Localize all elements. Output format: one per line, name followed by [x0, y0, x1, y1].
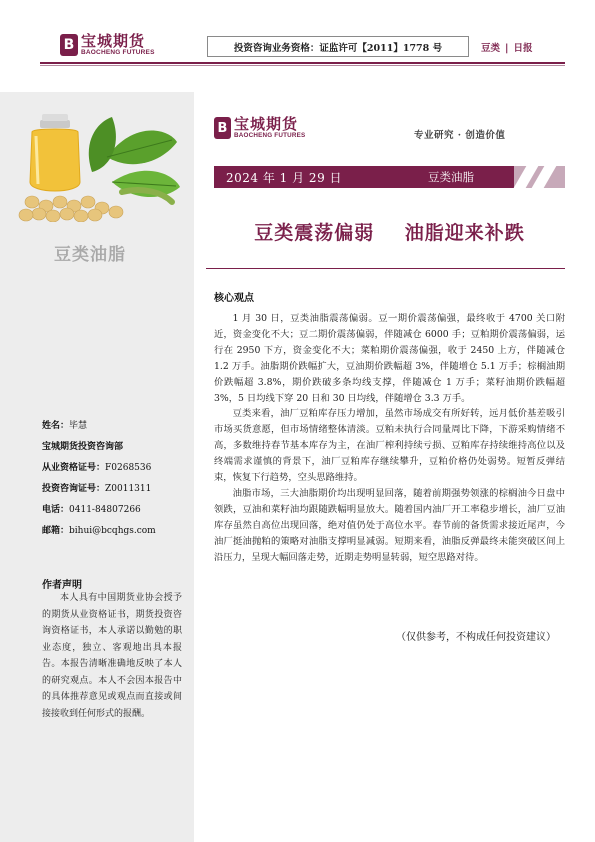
- logo-cn-text: 宝城期货: [81, 32, 146, 50]
- report-type: [481, 40, 533, 54]
- analyst-name-row: [42, 416, 156, 437]
- analyst-license: F0268536: [105, 463, 152, 473]
- analyst-name: 毕慧: [69, 421, 88, 431]
- analyst-phone-row: [42, 500, 156, 521]
- qualification-text: 投资咨询业务资格：证监许可【2011】1778 号: [233, 42, 443, 54]
- slogan: 专业研究 · 创造价值: [414, 130, 506, 141]
- logo-en-text: BAOCHENG FUTURES: [234, 132, 306, 139]
- body-text: [214, 311, 565, 566]
- sidebar-title: 豆类油脂: [54, 245, 126, 265]
- analyst-info: [42, 416, 156, 542]
- license-label: 从业资格证号：: [42, 463, 106, 473]
- logo-cn-text: 宝城期货: [234, 115, 299, 133]
- email-label: 邮箱：: [42, 526, 70, 536]
- analyst-company: 宝城期货投资咨询部: [42, 442, 124, 452]
- logo-text: [81, 33, 155, 57]
- logo-text: [234, 116, 305, 140]
- analyst-email[interactable]: bihui@bcqhgs.com: [69, 526, 156, 536]
- analyst-company-row: [42, 437, 156, 458]
- declaration-text: 本人具有中国期货业协会授予的期货从业资格证书，期货投资咨询资格证书，本人承诺以勤勉的职业态度，独立、客观地出具本报告。本报告清晰准确地反映了本人的研究观点。本人不会因本报告中的具体推荐意见或观点而直接或间接接收到任何形式的报酬。: [42, 593, 182, 719]
- page-header: [0, 0, 595, 70]
- advisory-label: 投资咨询证号：: [42, 484, 106, 494]
- soybean-oil-illustration: [12, 102, 182, 222]
- headline-rule: [206, 268, 565, 269]
- date-banner: [214, 166, 565, 188]
- body-paragraph: 油脂市场，三大油脂期价均出现明显回落，随着前期强势领涨的棕榈油今日盘中领跌，豆油和菜籽油均跟随跌幅明显放大。随着国内油厂开工率稳步增长，油厂豆油库存虽然自高位出现回落，绝对值仍处于高位水平。春节前的备货需求接近尾声，今油厂挺油抛粕的策略对油脂支撑明显减弱。短期来看，油脂反弹最终未能突破区间上沿压力，呈现大幅回落走势，近期走势明显转弱，短空思路对待。: [214, 487, 565, 563]
- body-paragraph: 1 月 30 日，豆类油脂震荡偏弱。豆一期价震荡偏强，最终收于 4700 关口附近，资金变化不大；豆二期价震荡偏弱，伴随减仓 6000 手；豆粕期价震荡偏弱，运行在 2950 下方，资金变化不大；菜粕期价震荡偏强，收于 2450 上方，伴随减仓 1.2 万手。油脂期价跌幅扩大，豆油期价跌幅超 3%，伴随增仓 5.1 万手；棕榈油期价跌幅超 3.8%，期价跌破多条均线支撑，伴随减仓 1 万手；菜籽油期价跌幅超 3%，5 日均线下穿 20 日和 30 日均线，伴随增仓 3.3 万手。: [214, 313, 565, 404]
- phone-label: 电话：: [42, 505, 70, 515]
- analyst-license-row: [42, 458, 156, 479]
- analyst-advisory: Z0011311: [105, 484, 152, 494]
- main-logo: [214, 116, 305, 140]
- headline: 豆类震荡偏弱 油脂迎来补跌: [254, 222, 525, 244]
- header-logo: [60, 33, 155, 57]
- logo-mark-icon: B: [60, 34, 78, 56]
- qualification-box: [207, 36, 469, 57]
- analyst-phone: 0411-84807266: [69, 505, 141, 515]
- body-paragraph: 豆类来看，油厂豆粕库存压力增加，虽然市场成交有所好转，远月低价基差吸引市场买货意愿，但市场情绪整体清淡。豆粕未执行合同量周比下降，下游采购情绪不高，多数维持春节基本库存为主，在油厂榨利持续亏损、豆粕库存持续维持高位以及终端需求谨慎的背景下，油厂豆粕库存继续攀升，豆粕价格仍处弱势。短暂反弹结束，恢复下行趋势，空头思路维持。: [214, 408, 565, 484]
- report-date: 2024 年 1 月 29 日: [226, 171, 343, 185]
- logo-en-text: BAOCHENG FUTURES: [81, 49, 155, 56]
- declaration-title: 作者声明: [42, 580, 82, 591]
- header-rule-thin: [40, 65, 565, 66]
- disclaimer: （仅供参考，不构成任何投资建议）: [396, 632, 556, 643]
- header-rule: [40, 62, 565, 64]
- analyst-email-row: [42, 521, 156, 542]
- report-category: 豆类: [481, 43, 501, 54]
- section-title: 核心观点: [214, 293, 254, 304]
- separator: |: [505, 43, 509, 54]
- name-label: 姓名：: [42, 421, 70, 431]
- report-category-label: 豆类油脂: [428, 170, 474, 184]
- analyst-advisory-row: [42, 479, 156, 500]
- logo-mark-icon: B: [214, 117, 231, 139]
- report-frequency: 日报: [513, 43, 533, 54]
